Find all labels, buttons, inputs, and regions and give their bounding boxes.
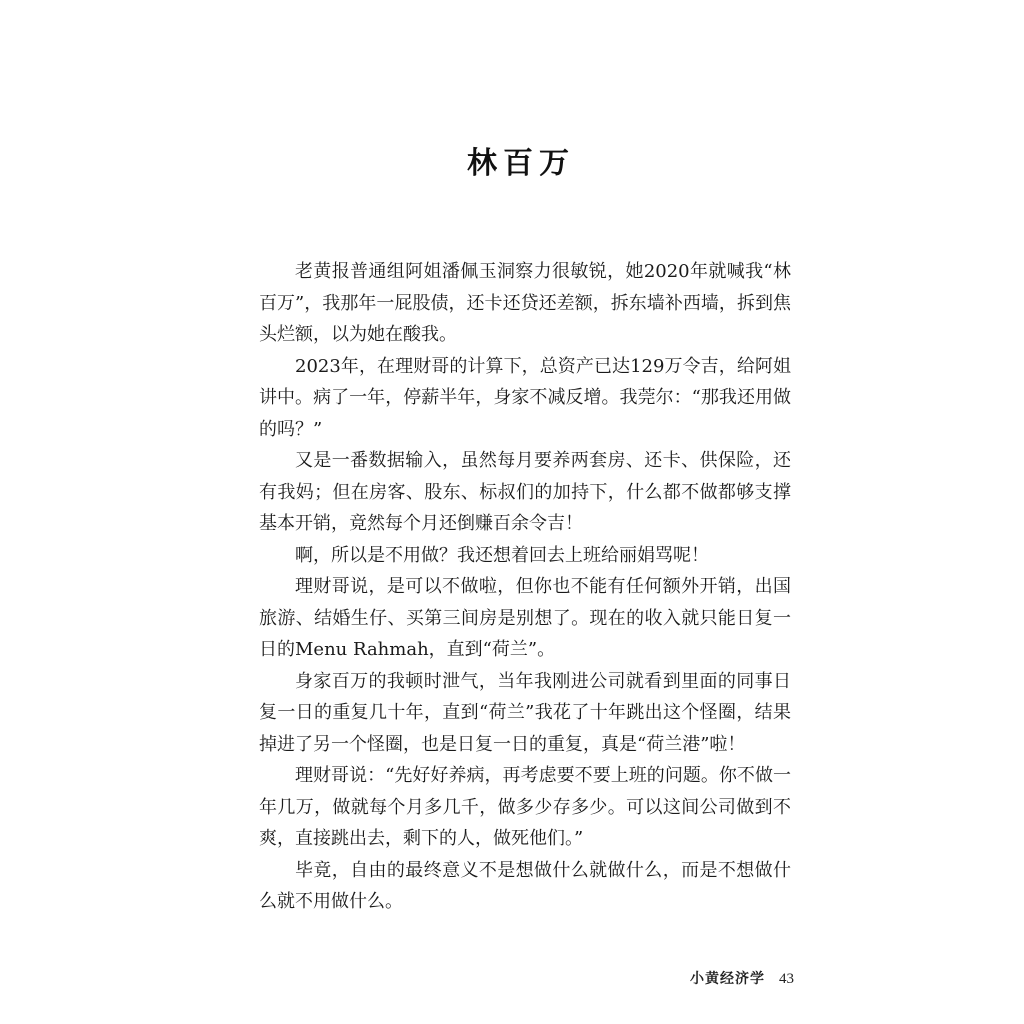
- chapter-title: 林百万: [467, 146, 575, 181]
- page-number: 43: [779, 971, 794, 987]
- paragraph: 理财哥说，是可以不做啦，但你也不能有任何额外开销，出国旅游、结婚生仔、买第三间房是别想了。现在的收入就只能日复一日的Menu Rahmah，直到“荷兰”。: [259, 576, 791, 660]
- paragraph: 老黄报普通组阿姐潘佩玉洞察力很敏锐，她2020年就喊我“林百万”，我那年一屁股债，还卡还贷还差额，拆东墙补西墙，拆到焦头烂额，以为她在酸我。: [259, 261, 791, 345]
- paragraph: 理财哥说：“先好好养病，再考虑要不要上班的问题。你不做一年几万，做就每个月多几千，做多少存多少。可以这间公司做到不爽，直接跳出去，剩下的人，做死他们。”: [259, 765, 791, 849]
- paragraph: 2023年，在理财哥的计算下，总资产已达129万令吉，给阿姐讲中。病了一年，停薪半年，身家不减反增。我莞尔：“那我还用做的吗？”: [259, 355, 791, 440]
- chapter-body: [259, 256, 791, 918]
- paragraph: 啊，所以是不用做？我还想着回去上班给丽娟骂呢！: [295, 544, 709, 566]
- paragraph: 又是一番数据输入，虽然每月要养两套房、还卡、供保险，还有我妈；但在房客、股东、标叔们的加持下，什么都不做都够支撑基本开销，竟然每个月还倒赚百余令吉！: [259, 450, 791, 534]
- footer-book-title: 小黄经济学: [690, 971, 765, 987]
- paragraph: 身家百万的我顿时泄气，当年我刚进公司就看到里面的同事日复一日的重复几十年，直到“荷兰”我花了十年跳出这个怪圈，结果掉进了另一个怪圈，也是日复一日的重复，真是“荷兰港”啦！: [259, 670, 791, 755]
- page-footer: [690, 968, 820, 988]
- paragraph: 毕竟，自由的最终意义不是想做什么就做什么，而是不想做什么就不用做什么。: [259, 859, 791, 912]
